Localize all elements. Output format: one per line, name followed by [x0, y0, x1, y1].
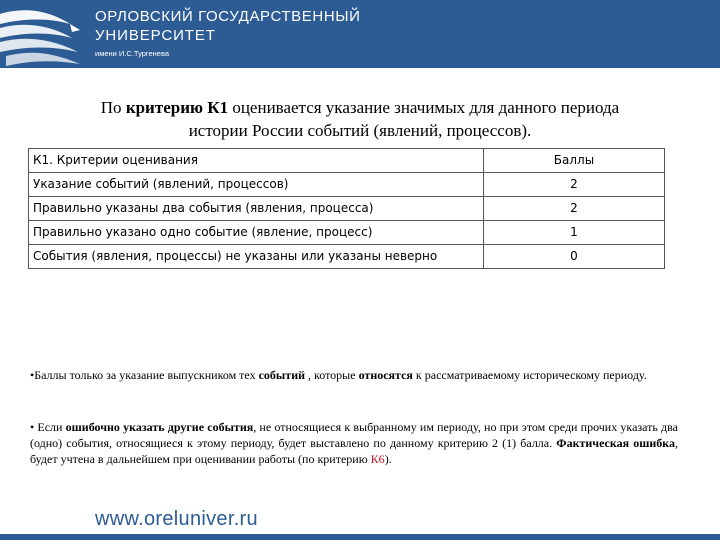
title-prefix: По	[100, 98, 126, 117]
title-line2: истории России событий (явлений, процессов).	[188, 121, 532, 140]
score-cell: 2	[484, 173, 665, 197]
table-row	[29, 197, 665, 221]
note1-text: , которые	[305, 368, 359, 382]
criterion-k6-highlight: К6	[370, 452, 385, 466]
note2-text: • Если	[30, 420, 66, 434]
note2-text: , будет учтена в дальнейшем при оценивании работы (по критерию	[30, 436, 678, 466]
footer-bar	[0, 534, 720, 540]
score-cell: 2	[484, 197, 665, 221]
website-url: www.oreluniver.ru	[95, 508, 258, 530]
note2-text: , не относящиеся к выбранному им периоду, но при этом среди прочих указать два (одно) события, относящиеся к этому периоду, будет выставлено по данному критерию 2 (1) балла.	[30, 420, 678, 450]
note1-bold-relate: относятся	[358, 368, 413, 382]
bird-wings-icon	[0, 0, 95, 68]
slide-title	[40, 96, 680, 142]
note2-text: ).	[384, 452, 392, 466]
criterion-cell: Правильно указаны два события (явления, процесса)	[29, 197, 484, 221]
note2-bold-wrong-events: ошибочно указать другие события	[65, 420, 254, 434]
table-row	[29, 173, 665, 197]
title-criterion: критерию К1	[125, 98, 229, 117]
criterion-cell: Указание событий (явлений, процессов)	[29, 173, 484, 197]
university-subtitle: имени И.С.Тургенева	[95, 49, 170, 58]
criterion-cell: Правильно указано одно событие (явление, процесс)	[29, 221, 484, 245]
header-criteria: К1. Критерии оценивания	[29, 149, 484, 173]
university-name-line1: ОРЛОВСКИЙ ГОСУДАРСТВЕННЫЙ	[95, 8, 361, 25]
note1-text: к рассматриваемому историческому периоду.	[412, 368, 647, 382]
note1-bold-events: событий	[258, 368, 306, 382]
score-cell: 1	[484, 221, 665, 245]
table-row	[29, 245, 665, 269]
criteria-table	[28, 148, 665, 269]
score-cell: 0	[484, 245, 665, 269]
note-error-rule	[30, 419, 678, 467]
header-score: Баллы	[484, 149, 665, 173]
note1-text: •Баллы только за указание выпускником тех	[30, 368, 259, 382]
university-name-line2: УНИВЕРСИТЕТ	[95, 27, 216, 44]
note2-bold-factual-error: Фактическая ошибка	[556, 436, 675, 450]
note-scoring-rule	[30, 367, 678, 383]
table-header-row	[29, 149, 665, 173]
header-banner	[0, 0, 720, 68]
title-line1-rest: оценивается указание значимых для данного периода	[228, 98, 620, 117]
table-row	[29, 221, 665, 245]
criterion-cell: События (явления, процессы) не указаны или указаны неверно	[29, 245, 484, 269]
